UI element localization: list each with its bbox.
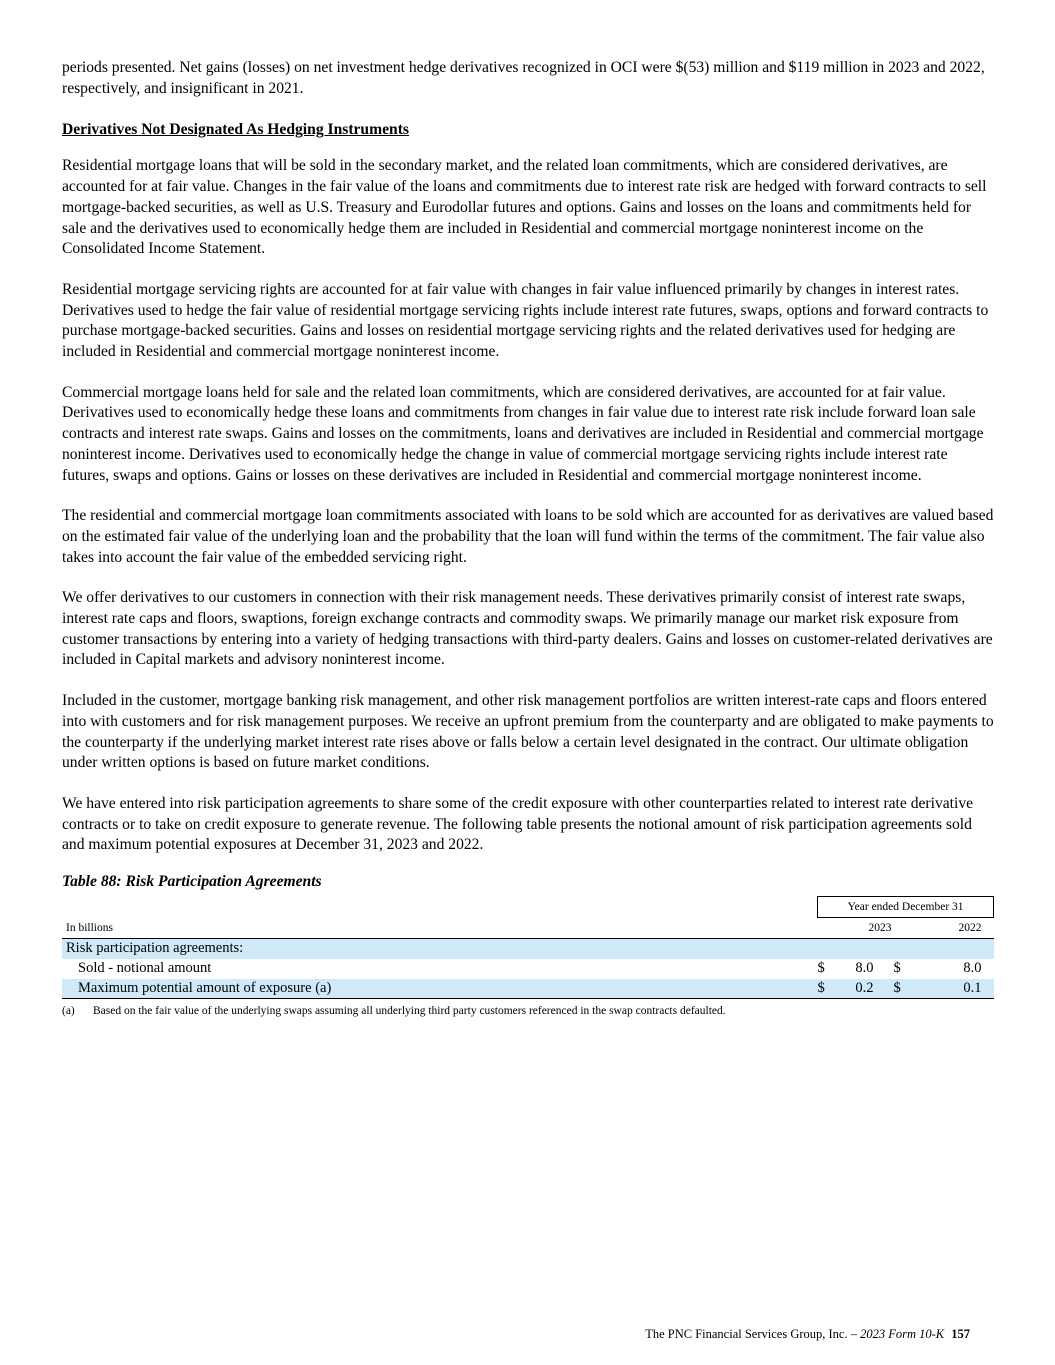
currency-symbol: $: [817, 960, 825, 977]
footnote-marker: (a): [62, 1005, 75, 1018]
group-header: Year ended December 31: [818, 897, 994, 918]
currency-symbol: $: [818, 979, 838, 999]
footer-form: 2023 Form 10-K: [860, 1327, 945, 1341]
paragraph-loan-commitments: The residential and commercial mortgage loan commitments associated with loans to be sold which are accounted for as derivatives are valued based on the estimated fair value of the underlying loan and the probability that the loan will fund within the terms of the commitment. The fair value also takes into account the fair value of the embedded servicing right.: [62, 507, 994, 566]
paragraph-risk-participation: We have entered into risk participation agreements to share some of the credit exposure with other counterparties related to interest rate derivative contracts or to take on credit exposure to generate revenue. The following table presents the notional amount of risk participation agreements sold and maximum potential exposures at December 31, 2023 and 2022.: [62, 794, 974, 854]
document-page: [62, 58, 994, 1017]
page-number: 157: [951, 1327, 970, 1341]
paragraph-written-options: Included in the customer, mortgage banking risk management, and other risk management portfolios are written interest-rate caps and floors entered into with customers and for risk management purposes. We receive an upfront premium from the counterparty and are obligated to make payments to the counterparty if the underlying market interest rate rises above or falls below a certain level designated in the contract. Our ultimate obligation under written options is based on future market conditions.: [62, 692, 994, 772]
currency-symbol: $: [894, 979, 914, 999]
section-row-label: Risk participation agreements:: [66, 940, 244, 957]
footer-company: The PNC Financial Services Group, Inc. –: [645, 1327, 857, 1341]
table-row: [62, 959, 994, 979]
value-2023: 8.0: [855, 960, 874, 977]
currency-symbol: $: [893, 960, 901, 977]
paragraph-residential-loans: Residential mortgage loans that will be sold in the secondary market, and the related loan commitments, which are considered derivatives, are accounted for at fair value. Changes in the fair value of the loans and commitments due to interest rate risk are hedged with forward contracts to sell mortgage-backed securities, as well as U.S. Treasury and Eurodollar futures and options. Gains and losses on the loans and commitments held for sale and the derivatives used to economically hedge them are included in Residential and commercial mortgage noninterest income on the Consolidated Income Statement.: [62, 157, 987, 258]
section-heading: Derivatives Not Designated As Hedging Instruments: [62, 121, 409, 139]
paragraph-commercial-loans: Commercial mortgage loans held for sale and the related loan commitments, which are considered derivatives, are accounted for at fair value. Derivatives used to economically hedge these loans and commitments from changes in fair value due to interest rate risk include forward loan sale contracts and interest rate swaps. Gains and losses on the commitments, loans and derivatives are included in Residential and commercial mortgage noninterest income. Derivatives used to economically hedge the change in value of commercial mortgage servicing rights include interest rate futures, swaps and options. Gains or losses on these derivatives are included in Residential and commercial mortgage noninterest income.: [62, 383, 984, 484]
table-footnote: [62, 1005, 994, 1017]
row-label: Maximum potential amount of exposure (a): [62, 979, 818, 999]
unit-label: In billions: [62, 918, 818, 939]
paragraph-servicing-rights: Residential mortgage servicing rights are accounted for at fair value with changes in fair value influenced primarily by changes in interest rates. Derivatives used to hedge the fair value of residential mortgage servicing rights include interest rate futures, swaps, options and forward contracts to purchase mortgage-backed securities. Gains and losses on residential mortgage servicing rights and the related derivatives used for hedging are included in Residential and commercial mortgage noninterest income.: [62, 280, 989, 361]
column-header-2022: 2022: [914, 918, 994, 939]
value-2022: 0.1: [914, 979, 994, 999]
paragraph-customer-derivatives: We offer derivatives to our customers in connection with their risk management needs. These derivatives primarily consist of interest rate swaps, interest rate caps and floors, swaptions, foreign exchange contracts and commodity swaps. We primarily manage our market risk exposure from customer transactions by entering into a variety of hedging transactions with third-party dealers. Gains and losses on customer-related derivatives are included in Capital markets and advisory noninterest income.: [62, 589, 993, 669]
page-footer: [645, 1327, 970, 1342]
table-row: [62, 979, 994, 999]
value-2023: 0.2: [838, 979, 894, 999]
paragraph-oci-gains: periods presented. Net gains (losses) on net investment hedge derivatives recognized in OCI were $(53) million and $119 million in 2023 and 2022, respectively, and insignificant in 2021.: [62, 59, 985, 97]
risk-participation-table: [62, 896, 994, 999]
footnote-text: Based on the fair value of the underlying swaps assuming all underlying third party customers referenced in the swap contracts defaulted.: [93, 1005, 726, 1018]
column-header-2023: 2023: [838, 918, 894, 939]
table-caption: Table 88: Risk Participation Agreements: [62, 873, 322, 891]
value-2022: 8.0: [963, 960, 982, 977]
row-label: Sold - notional amount: [78, 960, 212, 977]
